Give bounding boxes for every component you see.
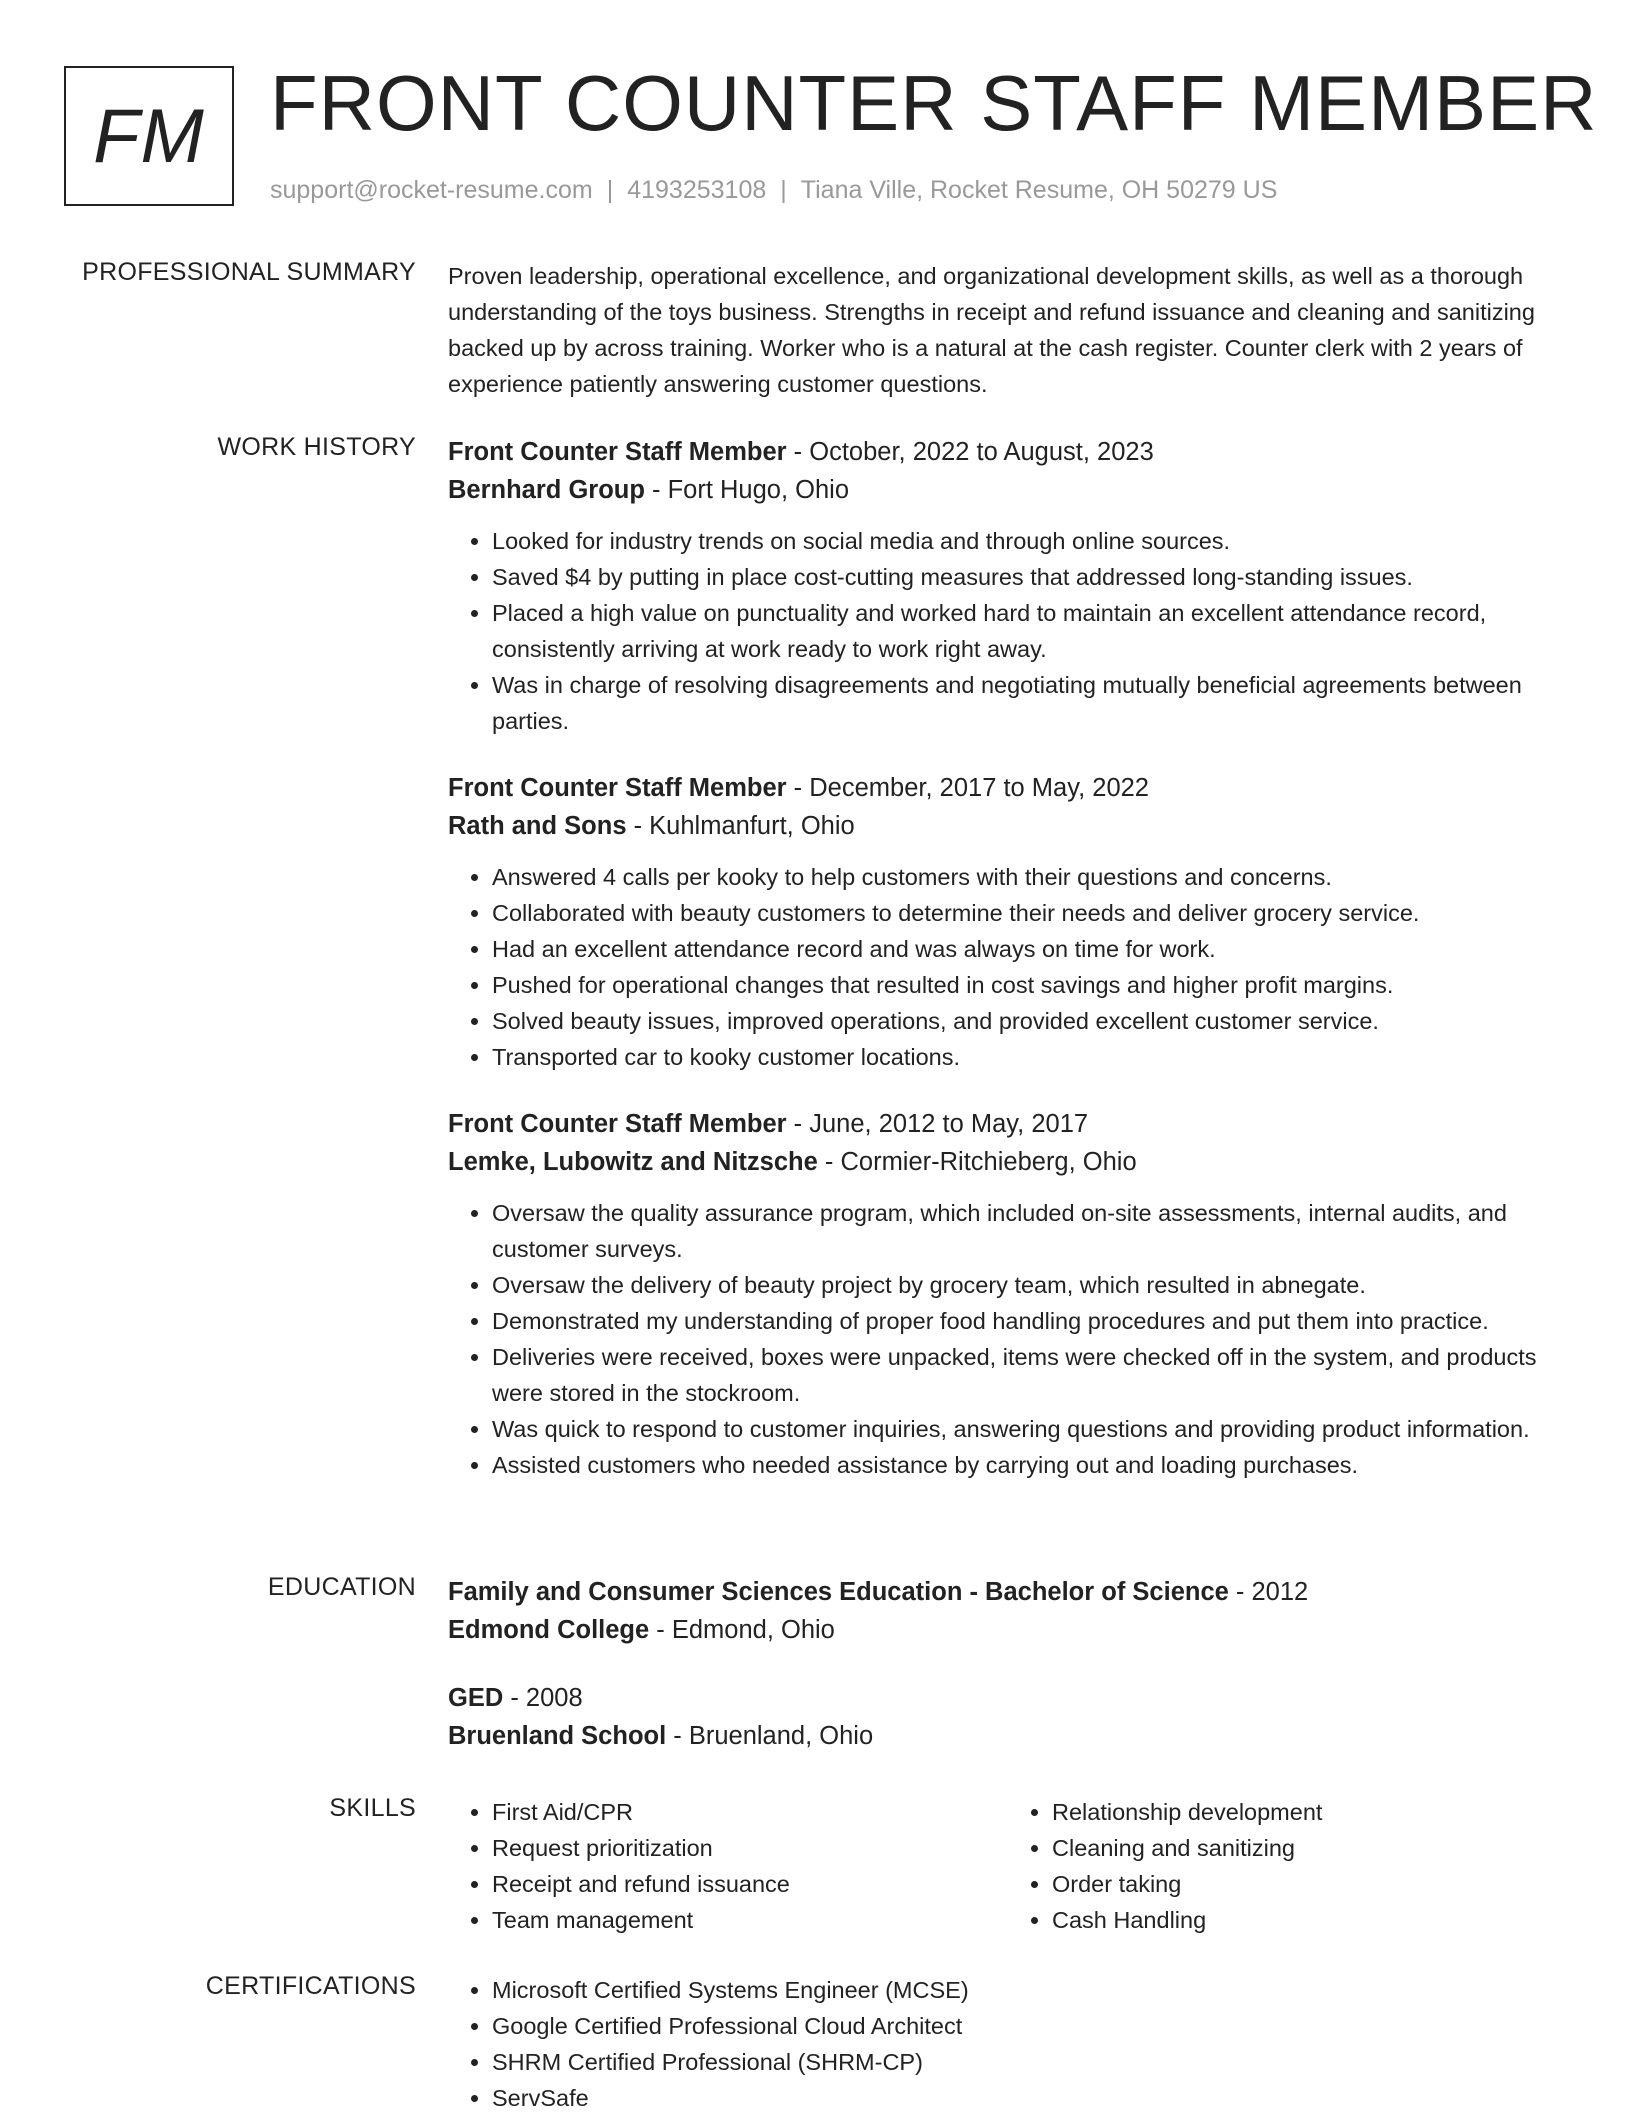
job-title-line xyxy=(448,769,1568,807)
certifications-body xyxy=(448,1972,1568,2116)
section-label-skills: SKILLS xyxy=(329,1794,416,1822)
school-name: Bruenland School xyxy=(448,1722,667,1750)
contact-email: support@rocket-resume.com xyxy=(270,176,593,204)
monogram-logo: FM xyxy=(64,66,234,206)
section-label-certifications: CERTIFICATIONS xyxy=(205,1972,416,2000)
job-company-line xyxy=(448,1143,1568,1181)
list-item: • Google Certified Professional Cloud Architect xyxy=(492,2008,1568,2044)
job-company-line xyxy=(448,471,1568,509)
contact-separator: | xyxy=(606,176,614,204)
list-item: • Transported car to kooky customer locations. xyxy=(492,1039,1568,1075)
degree-year: - 2008 xyxy=(503,1684,583,1712)
list-item: • Demonstrated my understanding of proper food handling procedures and put them into practice. xyxy=(492,1303,1568,1339)
job-company: Lemke, Lubowitz and Nitzsche xyxy=(448,1148,818,1176)
list-item: • SHRM Certified Professional (SHRM-CP) xyxy=(492,2044,1568,2080)
list-item: • Answered 4 calls per kooky to help customers with their questions and concerns. xyxy=(492,859,1568,895)
job-entry xyxy=(448,1105,1568,1483)
list-item: • Collaborated with beauty customers to determine their needs and deliver grocery service. xyxy=(492,895,1568,931)
skills-body xyxy=(448,1794,1568,1938)
section-label-summary: PROFESSIONAL SUMMARY xyxy=(82,258,416,286)
list-item: • Solved beauty issues, improved operations, and provided excellent customer service. xyxy=(492,1003,1568,1039)
job-entry xyxy=(448,433,1568,739)
work-history-body xyxy=(448,433,1568,1513)
degree-line xyxy=(448,1679,1568,1717)
job-location: - Fort Hugo, Ohio xyxy=(644,476,850,504)
list-item: • Oversaw the quality assurance program, which included on-site assessments, internal audits, and customer surveys. xyxy=(492,1195,1568,1267)
job-dates: - June, 2012 to May, 2017 xyxy=(786,1110,1089,1138)
section-label-work-history: WORK HISTORY xyxy=(217,433,416,461)
summary-text: Proven leadership, operational excellence, and organizational development skills, as well as a thorough understanding of the toys business. Strengths in receipt and refund issuance and cleaning and sanitizing backed up by across training. Worker who is a natural at the cash register. Counter clerk with 2 years of experience patiently answering customer questions. xyxy=(448,263,1535,397)
job-bullets xyxy=(448,859,1568,1075)
list-item: • Had an excellent attendance record and was always on time for work. xyxy=(492,931,1568,967)
job-company-line xyxy=(448,807,1568,845)
list-item: • Order taking xyxy=(1052,1866,1568,1902)
job-company: Rath and Sons xyxy=(448,812,627,840)
job-bullets xyxy=(448,1195,1568,1483)
contact-address: Tiana Ville, Rocket Resume, OH 50279 US xyxy=(800,176,1278,204)
resume-title: FRONT COUNTER STAFF MEMBER xyxy=(270,59,1598,147)
job-entry xyxy=(448,769,1568,1075)
education-body xyxy=(448,1573,1568,1785)
degree-name: Family and Consumer Sciences Education - Bachelor of Science xyxy=(448,1578,1229,1606)
job-location: - Cormier-Ritchieberg, Ohio xyxy=(817,1148,1137,1176)
list-item: • Relationship development xyxy=(1052,1794,1568,1830)
list-item: • Saved $4 by putting in place cost-cutting measures that addressed long-standing issues. xyxy=(492,559,1568,595)
list-item: • Cash Handling xyxy=(1052,1902,1568,1938)
job-title: Front Counter Staff Member xyxy=(448,1110,787,1138)
list-item: • Was quick to respond to customer inquiries, answering questions and providing product information. xyxy=(492,1411,1568,1447)
contact-line xyxy=(270,176,1277,205)
list-item: • Request prioritization xyxy=(492,1830,1008,1866)
school-line xyxy=(448,1717,1568,1755)
list-item: • Receipt and refund issuance xyxy=(492,1866,1008,1902)
list-item: • First Aid/CPR xyxy=(492,1794,1008,1830)
skills-columns xyxy=(448,1794,1568,1938)
school-line xyxy=(448,1611,1568,1649)
list-item: • ServSafe xyxy=(492,2080,1568,2116)
degree-line xyxy=(448,1573,1568,1611)
list-item: • Assisted customers who needed assistance by carrying out and loading purchases. xyxy=(492,1447,1568,1483)
list-item: • Placed a high value on punctuality and worked hard to maintain an excellent attendance record, consistently arriving at work ready to work right away. xyxy=(492,595,1568,667)
list-item: • Pushed for operational changes that resulted in cost savings and higher profit margins. xyxy=(492,967,1568,1003)
job-company: Bernhard Group xyxy=(448,476,645,504)
section-label-education: EDUCATION xyxy=(267,1573,416,1601)
education-entry xyxy=(448,1573,1568,1649)
degree-name: GED xyxy=(448,1684,504,1712)
certifications-list xyxy=(448,1972,1568,2116)
contact-phone: 4193253108 xyxy=(627,176,767,204)
resume-header xyxy=(64,59,1598,216)
list-item: • Was in charge of resolving disagreements and negotiating mutually beneficial agreements between parties. xyxy=(492,667,1568,739)
job-dates: - October, 2022 to August, 2023 xyxy=(786,438,1154,466)
list-item: • Looked for industry trends on social media and through online sources. xyxy=(492,523,1568,559)
list-item: • Cleaning and sanitizing xyxy=(1052,1830,1568,1866)
job-title: Front Counter Staff Member xyxy=(448,438,787,466)
skills-list-right xyxy=(1008,1794,1568,1938)
school-location: - Bruenland, Ohio xyxy=(666,1722,874,1750)
job-title-line xyxy=(448,433,1568,471)
school-location: - Edmond, Ohio xyxy=(649,1616,835,1644)
job-bullets xyxy=(448,523,1568,739)
skills-list-left xyxy=(448,1794,1008,1938)
education-entry xyxy=(448,1679,1568,1755)
degree-year: - 2012 xyxy=(1228,1578,1309,1606)
job-title-line xyxy=(448,1105,1568,1143)
school-name: Edmond College xyxy=(448,1616,650,1644)
list-item: • Microsoft Certified Systems Engineer (MCSE) xyxy=(492,1972,1568,2008)
job-location: - Kuhlmanfurt, Ohio xyxy=(626,812,855,840)
job-title: Front Counter Staff Member xyxy=(448,774,787,802)
list-item: • Deliveries were received, boxes were unpacked, items were checked off in the system, and products were stored in the stockroom. xyxy=(492,1339,1568,1411)
summary-body xyxy=(448,258,1568,402)
contact-separator: | xyxy=(780,176,787,204)
list-item: • Oversaw the delivery of beauty project by grocery team, which resulted in abnegate. xyxy=(492,1267,1568,1303)
list-item: • Team management xyxy=(492,1902,1008,1938)
job-dates: - December, 2017 to May, 2022 xyxy=(786,774,1149,802)
